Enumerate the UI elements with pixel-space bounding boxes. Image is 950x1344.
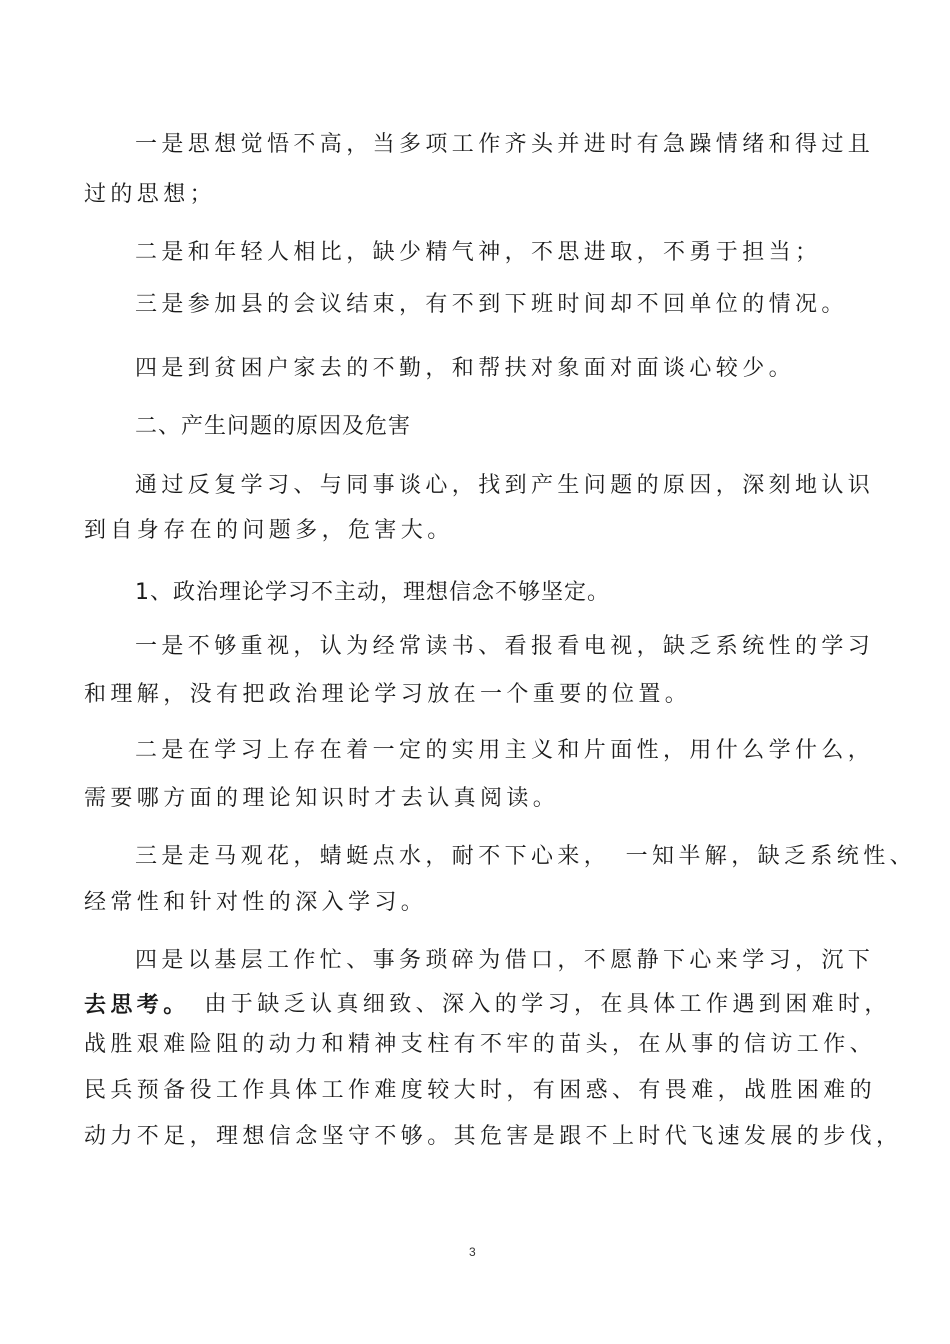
subsection-heading: 1、政治理论学习不主动，理想信念不够坚定。 <box>135 580 610 605</box>
paragraph-line: 需要哪方面的理论知识时才去认真阅读。 <box>84 786 560 811</box>
paragraph-line: 民兵预备役工作具体工作难度较大时，有困惑、有畏难，战胜困难的 <box>84 1078 877 1103</box>
page-number: 3 <box>469 1245 476 1259</box>
paragraph-line: 二是在学习上存在着一定的实用主义和片面性，用什么学什么， <box>135 738 875 763</box>
paragraph-line: 一是不够重视，认为经常读书、看报看电视，缺乏系统性的学习 <box>135 634 875 659</box>
paragraph-line: 二是和年轻人相比，缺少精气神，不思进取，不勇于担当； <box>135 240 822 265</box>
paragraph-line: 经常性和针对性的深入学习。 <box>84 890 428 915</box>
paragraph-line: 一是思想觉悟不高，当多项工作齐头并进时有急躁情绪和得过且 <box>135 132 875 157</box>
paragraph-line: 战胜艰难险阻的动力和精神支柱有不牢的苗头，在从事的信访工作、 <box>84 1032 877 1057</box>
paragraph-line: 三是参加县的会议结束，有不到下班时间却不回单位的情况。 <box>135 292 848 317</box>
paragraph-line: 到自身存在的问题多，危害大。 <box>84 518 454 543</box>
paragraph-line: 过的思想； <box>84 182 217 207</box>
bold-phrase: 去思考。 <box>84 992 190 1018</box>
paragraph-line: 通过反复学习、与同事谈心，找到产生问题的原因，深刻地认识 <box>135 473 875 498</box>
paragraph-line: 和理解，没有把政治理论学习放在一个重要的位置。 <box>84 682 692 707</box>
section-heading: 二、产生问题的原因及危害 <box>135 414 412 439</box>
paragraph-line: 三是走马观花，蜻蜓点水，耐不下心来， 一知半解，缺乏系统性、 <box>135 844 917 869</box>
paragraph-line: 动力不足，理想信念坚守不够。其危害是跟不上时代飞速发展的步伐， <box>84 1124 903 1149</box>
paragraph-line: 四是以基层工作忙、事务琐碎为借口，不愿静下心来学习，沉下 <box>135 948 875 973</box>
paragraph-line: 由于缺乏认真细致、深入的学习，在具体工作遇到困难时， <box>178 992 891 1017</box>
paragraph-line: 四是到贫困户家去的不勤，和帮扶对象面对面谈心较少。 <box>135 356 796 381</box>
